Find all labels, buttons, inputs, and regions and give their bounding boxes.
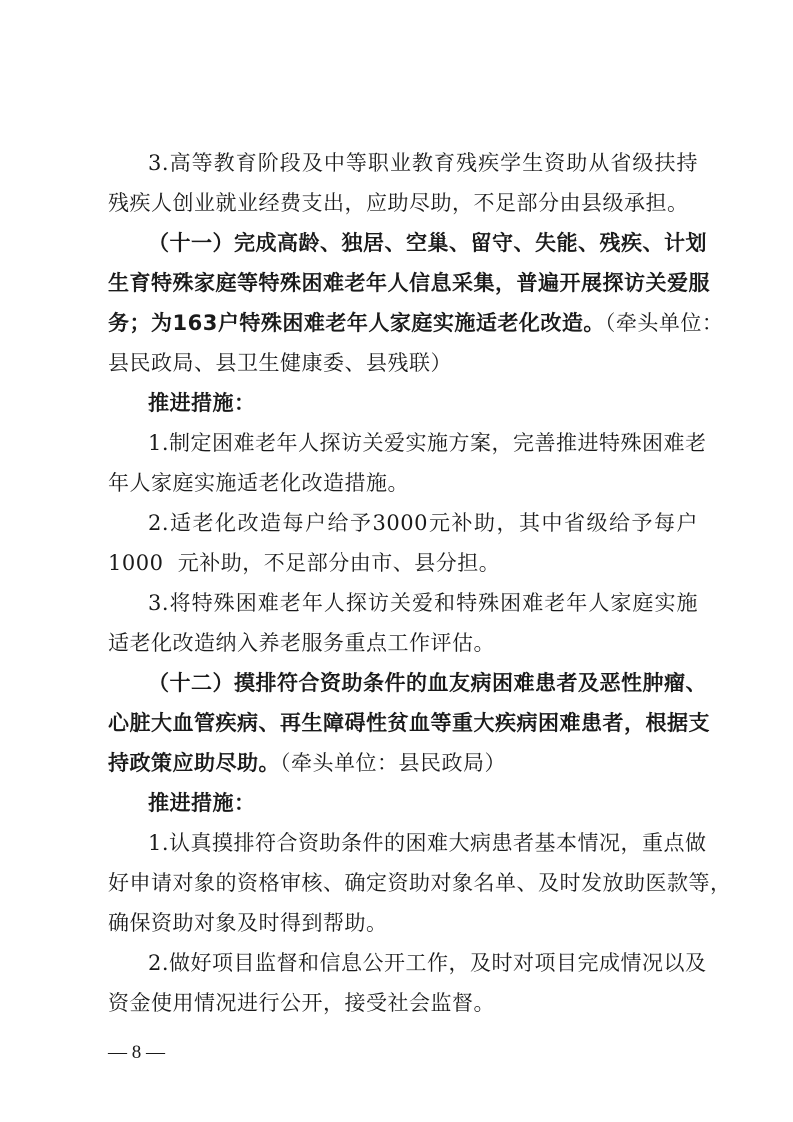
paragraph-line: 2.做好项目监督和信息公开工作，及时对项目完成情况以及 bbox=[148, 951, 707, 975]
lead-unit-label: （牵头单位： bbox=[604, 311, 724, 335]
section-heading-text: 持政策应助尽助。 bbox=[108, 751, 280, 775]
section-heading-line: （十二）摸排符合资助条件的血友病困难患者及恶性肿瘤、 bbox=[148, 671, 707, 695]
paragraph-line: 好申请对象的资格审核、确定资助对象名单、及时发放助医款等， bbox=[108, 871, 732, 895]
section-heading-line: 心脏大血管疾病、再生障碍性贫血等重大疾病困难患者，根据支 bbox=[108, 711, 710, 735]
paragraph-line: 1.认真摸排符合资助条件的困难大病患者基本情况，重点做 bbox=[148, 831, 707, 855]
paragraph-line: 3.将特殊困难老年人探访关爱和特殊困难老年人家庭实施 bbox=[148, 591, 698, 615]
section-heading-text: 务；为163户特殊困难老年人家庭实施适老化改造。 bbox=[108, 311, 605, 335]
paragraph-line: 3.高等教育阶段及中等职业教育残疾学生资助从省级扶持 bbox=[148, 151, 698, 175]
lead-unit-label: （牵头单位：县民政局） bbox=[280, 751, 506, 775]
page-number: — 8 — bbox=[108, 1042, 165, 1063]
paragraph-line: 年人家庭实施适老化改造措施。 bbox=[108, 471, 409, 495]
paragraph-line: 1.制定困难老年人探访关爱实施方案，完善推进特殊困难老 bbox=[148, 431, 707, 455]
section-heading-line bbox=[108, 303, 724, 343]
paragraph-line: 1000 元补助，不足部分由市、县分担。 bbox=[108, 551, 501, 575]
section-heading-line: （十一）完成高龄、独居、空巢、留守、失能、残疾、计划 bbox=[148, 231, 707, 255]
section-heading-line bbox=[108, 743, 698, 783]
section-heading-line: 生育特殊家庭等特殊困难老年人信息采集，普遍开展探访关爱服 bbox=[108, 271, 710, 295]
paragraph-line: 确保资助对象及时得到帮助。 bbox=[108, 911, 388, 935]
paragraph-line: 2.适老化改造每户给予3000元补助，其中省级给予每户 bbox=[148, 511, 698, 535]
paragraph-line: 残疾人创业就业经费支出，应助尽助，不足部分由县级承担。 bbox=[108, 191, 689, 215]
measures-heading: 推进措施： bbox=[148, 791, 256, 815]
lead-unit-line: 县民政局、县卫生健康委、县残联） bbox=[108, 351, 452, 375]
paragraph-line: 资金使用情况进行公开，接受社会监督。 bbox=[108, 991, 495, 1015]
measures-heading: 推进措施： bbox=[148, 391, 256, 415]
paragraph-line: 适老化改造纳入养老服务重点工作评估。 bbox=[108, 631, 495, 655]
